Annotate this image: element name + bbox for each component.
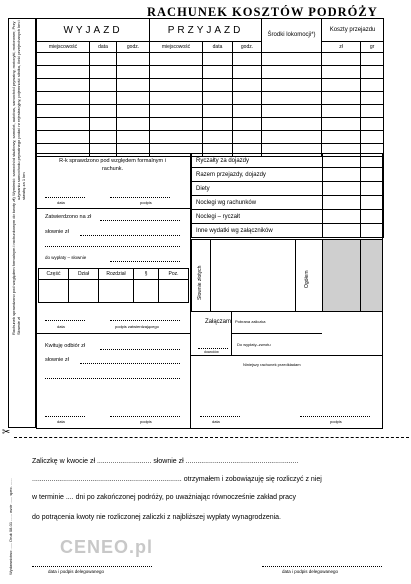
sig-right-label: data i podpis delegowanego	[282, 569, 339, 574]
advance-line-4: do potrącenia kwoty nie rozliczonej zaliczki z najbliższej wypłaty wynagrodzenia.	[32, 514, 282, 521]
zatw-dots	[100, 220, 180, 221]
form-title: RACHUNEK KOSZTÓW PODRÓŻY	[147, 5, 378, 19]
podpis-label: podpis	[140, 200, 152, 205]
col-godz-2: godz.	[233, 42, 262, 53]
cut-line	[14, 437, 409, 438]
sig-left-dots	[32, 566, 152, 567]
sig-right-dots	[262, 566, 382, 567]
publisher-side: Wydawnictwo ...... Druk 08-01 ...... wzór ...... spec. ......	[8, 478, 13, 575]
advance-line-3: w terminie .... dni po zakończonej podróży, po uważniając równocześnie zakład pracy	[32, 494, 297, 501]
slownie-dots-2	[45, 246, 180, 247]
acct-paragraf: §	[134, 269, 159, 280]
slownie-label: słownie zł	[45, 229, 69, 235]
col-miejscowosc: miejscowość	[37, 42, 90, 53]
kwituje-label: Kwituję odbiór zł	[45, 343, 86, 349]
data2-dots	[45, 416, 85, 417]
acct-dzial: Dział	[69, 269, 99, 280]
watermark: CENEO.pl	[60, 537, 154, 557]
dowodow-dots	[198, 348, 228, 349]
zalaczam-label: Załączam	[205, 319, 232, 325]
zatw-data-label: data	[57, 324, 65, 329]
acct-table	[38, 268, 189, 303]
koszty-header: Koszty przejazdu	[322, 19, 384, 42]
podpis2-dots	[110, 416, 180, 417]
zatw-data-dots	[45, 320, 85, 321]
advance-line-2: ............................................................................. otrzymałem i zobowiązuję się rozliczyć z niej	[32, 476, 322, 483]
sig-left-label: data i podpis delegowanego	[48, 569, 105, 574]
col-godz: godz.	[117, 42, 150, 53]
r-podpis-dots	[300, 416, 370, 417]
zatwierdzono-label: Zatwierdzono na zł	[45, 214, 92, 220]
row-noclegi-rach: Noclegi wg rachunków	[192, 196, 323, 210]
ogolem-label: Ogółem	[304, 270, 310, 288]
left-sep-2	[36, 333, 190, 334]
cost-rows	[191, 153, 384, 238]
acct-rozdzial: Rozdział	[99, 269, 134, 280]
checked-text: R-k sprawdzono pod względem formalnym i rachunk.	[59, 158, 166, 172]
slownie2-dots-2	[45, 378, 180, 379]
travel-table	[36, 18, 383, 157]
slownie2-label: słownie zł	[45, 357, 69, 363]
r-data-dots	[200, 416, 240, 417]
scissors-icon: ✂	[2, 427, 11, 438]
zal-sep	[191, 355, 383, 356]
pobrana-zaliczka: Pobrana zaliczka	[235, 319, 266, 324]
acct-czesc: Część	[39, 269, 69, 280]
dowodow-label: dowodów	[204, 350, 219, 354]
left-sep-1	[36, 208, 190, 209]
row-noclegi-ryczalt: Noclegi – ryczałt	[192, 210, 323, 224]
acct-poz: Poz.	[159, 269, 189, 280]
slownie2-dots	[80, 363, 180, 364]
row-diety: Diety	[192, 182, 323, 196]
summary-gray-1	[323, 240, 360, 311]
col-zl: zł	[322, 42, 361, 53]
col-data-2: data	[203, 42, 233, 53]
do-wyplaty-label: do wypłaty – słownie	[45, 255, 87, 260]
podpis-dots	[110, 197, 170, 198]
zatw-podpis-label: podpis zatwierdzającego	[115, 324, 159, 329]
data-dots	[45, 197, 85, 198]
slownie-dots	[80, 235, 180, 236]
zatw-podpis-dots	[110, 320, 180, 321]
side-note-top: *) Wymienić: samochód służbowy, samolot, autobus, samochód prywatny, motocykl, motorower, Przy używaniu samochodu prywatnego podać nr rejestracyjny, pojemność silnika, ilość przejechanych km i stawkę za 1 km	[11, 20, 26, 200]
row-ryczalty: Ryczałty za dojazdy	[192, 154, 323, 168]
przyjazd-header: PRZYJAZD	[150, 19, 262, 42]
advance-line-1: Zaliczkę w kwocie zł ............................ słownie zł ..........................................................	[32, 458, 299, 465]
r-podpis-label: podpis	[330, 419, 342, 424]
zal-inner-sep	[232, 333, 322, 334]
col-miejscowosc-2: miejscowość	[150, 42, 203, 53]
wyplaty-dots	[110, 261, 180, 262]
data-label: data	[57, 200, 65, 205]
col-gr: gr	[361, 42, 384, 53]
col-data: data	[90, 42, 117, 53]
row-inne: Inne wydatki wg załączników	[192, 224, 323, 238]
kwituje-dots	[100, 349, 180, 350]
srodki-header: Środki lokomocji*)	[262, 19, 322, 53]
do-wyplaty-zwrotu: Do wypłaty–zwrotu	[237, 342, 271, 347]
r-data-label: data	[212, 419, 220, 424]
niniejszy-label: Niniejszy rachunek przedkładam	[243, 362, 301, 367]
wyjazd-header: WYJAZD	[37, 19, 150, 42]
slownie-zlotych: Słownie złotych	[197, 265, 203, 300]
data2-label: data	[57, 419, 65, 424]
summary-gray-2	[361, 240, 382, 311]
row-razem: Razem przejazdy, dojazdy	[192, 168, 323, 182]
summary-div-1	[210, 239, 211, 312]
summary-div-2	[295, 239, 296, 312]
side-note-bottom: Rachunek sprawdzono pod względem formalnym i rachunkowym do kwoty zł. Słownie zł	[11, 197, 21, 335]
podpis2-label: podpis	[140, 419, 152, 424]
